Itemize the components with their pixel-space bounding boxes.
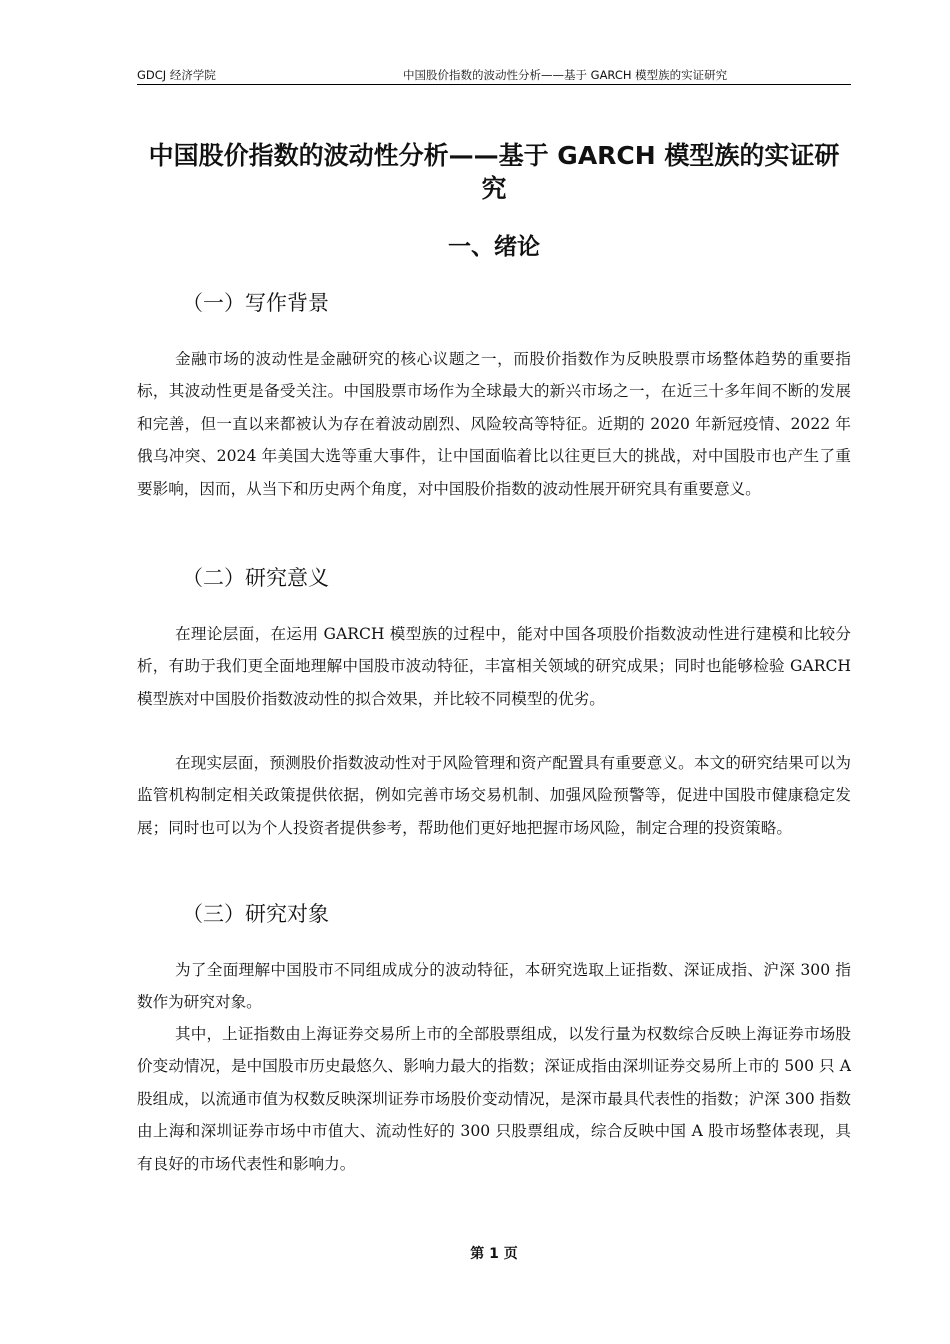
section-heading-background: （一）写作背景 bbox=[182, 291, 329, 315]
paragraph-research-objects: 为了全面理解中国股市不同组成成分的波动特征，本研究选取上证指数、深证成指、沪深 300 指数作为研究对象。 bbox=[137, 961, 851, 1012]
page-number: 第 1 页 bbox=[470, 1246, 518, 1262]
chapter-heading: 一、绪论 bbox=[448, 234, 540, 260]
section-heading-research-objects: （三）研究对象 bbox=[182, 902, 329, 926]
paper-title: 中国股价指数的波动性分析——基于 GARCH 模型族的实证研究 bbox=[148, 141, 840, 203]
header-institution: GDCJ 经济学院 bbox=[137, 68, 216, 82]
section-heading-significance: （二）研究意义 bbox=[182, 566, 329, 590]
paragraph-theoretical-significance: 在理论层面，在运用 GARCH 模型族的过程中，能对中国各项股价指数波动性进行建模和比较分析，有助于我们更全面地理解中国股市波动特征，丰富相关领域的研究成果；同时也能够检验 GARCH 模型族对中国股价指数波动性的拟合效果，并比较不同模型的优劣。 bbox=[137, 625, 851, 708]
paragraph-practical-significance: 在现实层面，预测股价指数波动性对于风险管理和资产配置具有重要意义。本文的研究结果可以为监管机构制定相关政策提供依据，例如完善市场交易机制、加强风险预警等，促进中国股市健康稳定发展；同时也可以为个人投资者提供参考，帮助他们更好地把握市场风险，制定合理的投资策略。 bbox=[137, 754, 851, 837]
header-paper-title: 中国股价指数的波动性分析——基于 GARCH 模型族的实证研究 bbox=[403, 68, 728, 82]
running-header bbox=[137, 66, 851, 85]
paragraph-background: 金融市场的波动性是金融研究的核心议题之一，而股价指数作为反映股票市场整体趋势的重要指标，其波动性更是备受关注。中国股票市场作为全球最大的新兴市场之一，在近三十多年间不断的发展和完善，但一直以来都被认为存在着波动剧烈、风险较高等特征。近期的 2020 年新冠疫情、2022 年俄乌冲突、2024 年美国大选等重大事件，让中国面临着比以往更巨大的挑战，对中国股市也产生了重要影响，因而，从当下和历史两个角度，对中国股价指数的波动性展开研究具有重要意义。 bbox=[137, 350, 851, 498]
paragraph-index-descriptions: 其中，上证指数由上海证券交易所上市的全部股票组成，以发行量为权数综合反映上海证券市场股价变动情况，是中国股市历史最悠久、影响力最大的指数；深证成指由深圳证券交易所上市的 500 只 A 股组成，以流通市值为权数反映深圳证券市场股价变动情况，是深市最具代表性的指数；沪深 300 指数由上海和深圳证券市场中市值大、流动性好的 300 只股票组成，综合反映中国 A 股市场整体表现，具有良好的市场代表性和影响力。 bbox=[137, 1025, 851, 1173]
